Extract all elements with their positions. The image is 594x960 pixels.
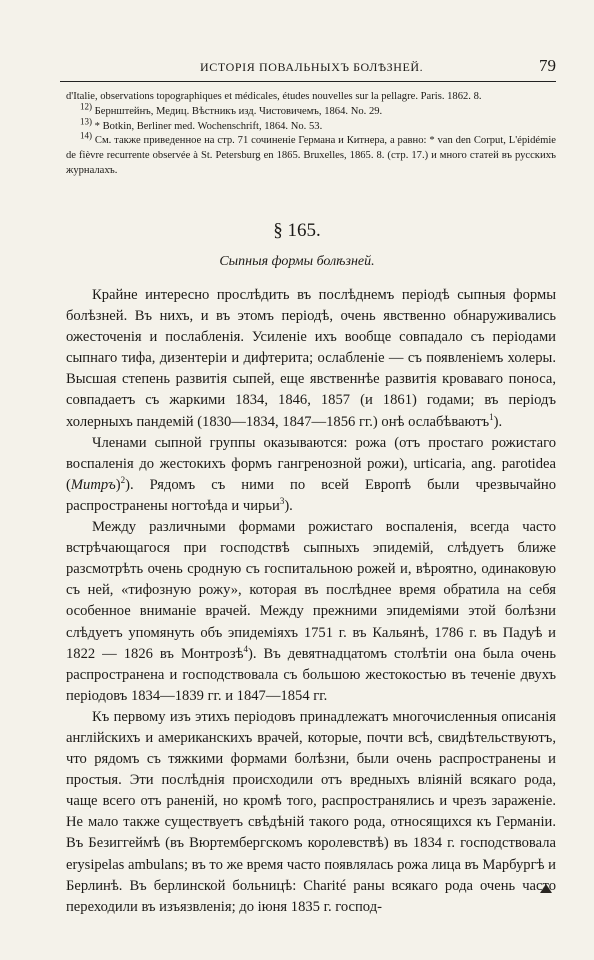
footnote-13: $^{13)}$ * Botkin, Berliner med. Wochenschrift, 1864. No. 53. — [80, 116, 323, 132]
page-number: 79 — [539, 56, 556, 75]
section-title: Сыпныя формы болѣзней. — [219, 254, 375, 269]
header-rule — [60, 81, 556, 82]
footnote-12: $^{12)}$ Бернштейнъ, Медиц. Вѣстникъ изд. Чистовичемъ, 1864. No. 29. — [80, 101, 383, 117]
section-number: § 165. — [273, 220, 321, 241]
paragraph-4: Къ первому изъ этихъ періодовъ принадлежатъ многочисленныя описанія англійскихъ и американскихъ врачей, которые, почти всѣ, свидѣтельствуютъ, что рядомъ съ тяжкими формами болѣзни, были очень распространены и простыя. Эти послѣднія происходили отъ вредныхъ вліяній всякаго рода, чаще всего отъ раненій, но кромѣ того, распространялись и чрезъ зараженіе. Не мало также существуетъ свѣдѣній такого рода, относящихся къ Германіи. Въ Безиггеймѣ (въ Вюртембергскомъ королевствѣ) въ 1834 г. господствовала erysipelas ambulans; въ то же время часто появлялась рожа лица въ Марбургѣ и Берлинѣ. Въ берлинской больницѣ: Charité раны всякаго рода очень часто переходили въ изъязвленія; до іюня 1835 г. господ- — [66, 708, 556, 915]
footnotes — [66, 90, 556, 179]
footnote-number: 14) — [80, 130, 92, 141]
footnote-continuation: d'Italie, observations topographiques et médicales, études nouvelles sur la pellagre. Paris. 1862. 8. — [66, 91, 482, 102]
footnote-number: 12) — [80, 101, 92, 112]
body-text — [66, 285, 556, 918]
paragraph-1: Крайне интересно прослѣдить въ послѣднемъ періодѣ сыпныя формы болѣзней. Въ нихъ, и въ этомъ періодѣ, очень явственно обнаруживались ожесточенія и послабленія. Усиленіе ихъ вообще совпадало съ періодами сыпнаго тифа, дизентеріи и дифтерита; ослабленіе — съ появленіемъ холеры. Высшая степень развитія сыпей, еще явственнѣе развитія кроваваго поноса, совпадаетъ съ жаркими 1834, 1846, 1857 (и 1861) годами; въ періодъ холерныхъ пандемій (1830—1834, 1847—1856 гг.) онѣ ослабѣваютъ$^1$). — [66, 287, 556, 430]
running-title: ИСТОРІЯ ПОВАЛЬНЫХЪ БОЛѢЗНЕЙ. — [200, 60, 424, 74]
italic-name: Митръ — [70, 476, 116, 493]
footnote-14: $^{14)}$ См. также приведенное на стр. 71 сочиненіе Германа и Китнера, а равно: * van den Corput, L'épidémie de fièvre recurrente observée à St. Petersburg en 1865. Bruxelles, 1865. 8. (стр. 17.) и много статей въ русскихъ журналахъ. — [66, 130, 556, 176]
paragraph-3: Между различными формами рожистаго воспаленія, всегда часто встрѣчающагося при господствѣ сыпныхъ эпидемій, слѣдуетъ ближе разсмотрѣть очень сродную съ госпитальною рожей и, вѣроятно, одинаковую съ ней, «тифозную рожу», которая въ послѣднее время обратила на себя особенное вниманіе врачей. Между прежними эпидеміями этой болѣзни слѣдуетъ упомянуть объ эпидеміяхъ 1751 г. въ Кальянѣ, 1786 г. въ Падуѣ и 1822 — 1826 въ Монтрозѣ$^4$). Въ девятнадцатомъ столѣтіи она была очень распространена и господствовала съ большою жестокостью въ теченіе двухъ періодовъ 1834—1839 гг. и 1847—1854 гг. — [66, 519, 556, 704]
running-header — [60, 58, 556, 80]
printer-mark — [540, 884, 552, 893]
paragraph-2: Членами сыпной группы оказываются: рожа (отъ простаго рожистаго воспаленія до жестокихъ формъ гангренозной рожи), urticaria, ang. parotidea (Митръ)$^2$). Рядомъ съ ними по всей Европѣ были чрезвычайно распространены ногтоѣда и чирьи$^3$). — [66, 434, 556, 514]
footnote-number: 13) — [80, 116, 92, 127]
